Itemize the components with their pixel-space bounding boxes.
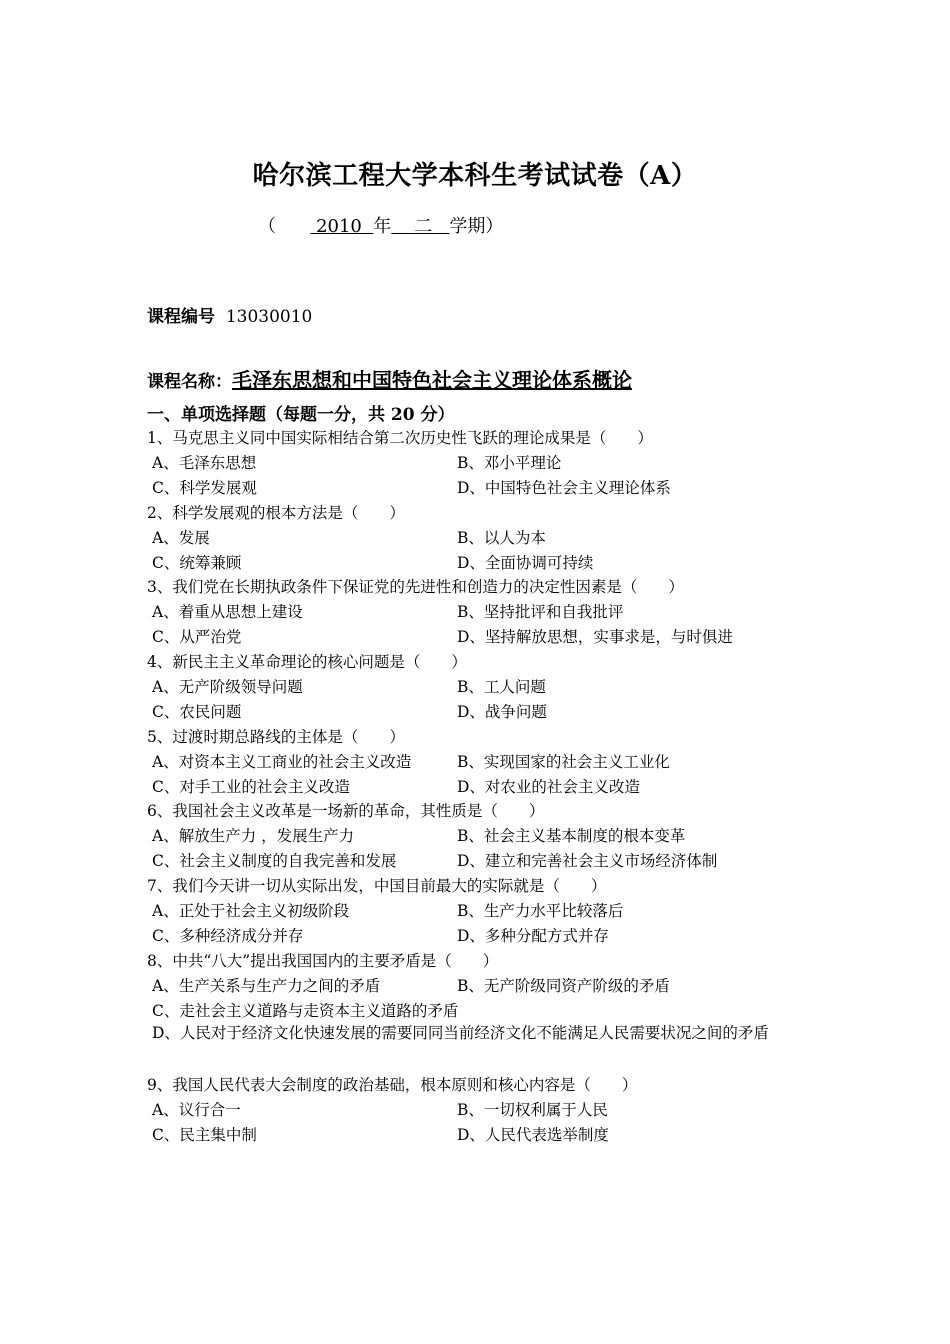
option-d: D、人民代表选举制度	[457, 1126, 609, 1144]
option-a: A、着重从思想上建设	[152, 603, 303, 621]
option-d: D、中国特色社会主义理论体系	[457, 479, 671, 497]
option-a: A、对资本主义工商业的社会主义改造	[152, 753, 412, 771]
question-stem: 8、中共“八大”提出我国国内的主要矛盾是（ ）	[147, 952, 499, 970]
option-c: C、农民问题	[152, 703, 242, 721]
option-a: A、议行合一	[152, 1101, 241, 1119]
question-stem: 1、马克思主义同中国实际相结合第二次历史性飞跃的理论成果是（ ）	[147, 429, 653, 447]
option-d: D、全面协调可持续	[457, 554, 594, 572]
option-a: A、解放生产力 ，发展生产力	[152, 827, 355, 845]
option-d: D、多种分配方式并存	[457, 927, 609, 945]
option-b: B、坚持批评和自我批评	[457, 603, 624, 621]
term-semester: 二	[414, 216, 433, 237]
question-stem: 2、科学发展观的根本方法是（ ）	[147, 504, 405, 522]
term-year-suffix: 年	[373, 216, 392, 237]
option-b: B、以人为本	[457, 529, 546, 547]
option-b: B、邓小平理论	[457, 454, 562, 472]
option-b: B、社会主义基本制度的根本变革	[457, 827, 686, 845]
course-code-value: 13030010	[225, 307, 313, 327]
option-b: B、工人问题	[457, 678, 546, 696]
option-a: A、毛泽东思想	[152, 454, 257, 472]
question-stem: 6、我国社会主义改革是一场新的革命，其性质是（ ）	[147, 802, 545, 820]
option-b: B、无产阶级同资产阶级的矛盾	[457, 977, 670, 995]
course-name-line	[147, 364, 632, 393]
option-d: D、坚持解放思想，实事求是，与时俱进	[457, 628, 733, 646]
exam-title: 哈尔滨工程大学本科生考试试卷（A）	[252, 161, 698, 191]
option-a: A、无产阶级领导问题	[152, 678, 303, 696]
option-d: D、人民对于经济文化快速发展的需要同同当前经济文化不能满足人民需要状况之间的矛盾	[152, 1024, 769, 1042]
option-c: C、对手工业的社会主义改造	[152, 778, 350, 796]
option-a: A、发展	[152, 529, 210, 547]
option-c: C、多种经济成分并存	[152, 927, 304, 945]
course-name-value: 毛泽东思想和中国特色社会主义理论体系概论	[232, 368, 632, 392]
option-c: C、科学发展观	[152, 479, 257, 497]
question-stem: 9、我国人民代表大会制度的政治基础，根本原则和核心内容是（ ）	[147, 1076, 638, 1094]
option-b: B、一切权利属于人民	[457, 1101, 608, 1119]
question-stem: 3、我们党在长期执政条件下保证党的先进性和创造力的决定性因素是（ ）	[147, 578, 684, 596]
course-code-line	[147, 302, 312, 327]
term-year: 2010	[316, 216, 362, 237]
option-c: C、统筹兼顾	[152, 554, 242, 572]
question-stem: 4、新民主主义革命理论的核心问题是（ ）	[147, 653, 467, 671]
option-c: C、社会主义制度的自我完善和发展	[152, 852, 397, 870]
course-code-label: 课程编号	[147, 307, 215, 327]
option-d: D、对农业的社会主义改造	[457, 778, 640, 796]
course-name-label: 课程名称：	[147, 372, 232, 392]
option-d: D、建立和完善社会主义市场经济体制	[457, 852, 718, 870]
term-open: （	[258, 216, 276, 237]
option-c: C、从严治党	[152, 628, 242, 646]
option-c: C、走社会主义道路与走资本主义道路的矛盾	[152, 1002, 459, 1020]
option-a: A、生产关系与生产力之间的矛盾	[152, 977, 381, 995]
question-stem: 7、我们今天讲一切从实际出发，中国目前最大的实际就是（ ）	[147, 877, 607, 895]
option-c: C、民主集中制	[152, 1126, 257, 1144]
option-d: D、战争问题	[457, 703, 547, 721]
option-b: B、生产力水平比较落后	[457, 902, 624, 920]
option-b: B、实现国家的社会主义工业化	[457, 753, 670, 771]
term-line	[258, 212, 503, 238]
option-a: A、正处于社会主义初级阶段	[152, 902, 350, 920]
section-heading: 一、单项选择题（每题一分，共 20 分）	[147, 405, 455, 425]
question-stem: 5、过渡时期总路线的主体是（ ）	[147, 728, 405, 746]
term-semester-suffix: 学期）	[449, 216, 504, 237]
